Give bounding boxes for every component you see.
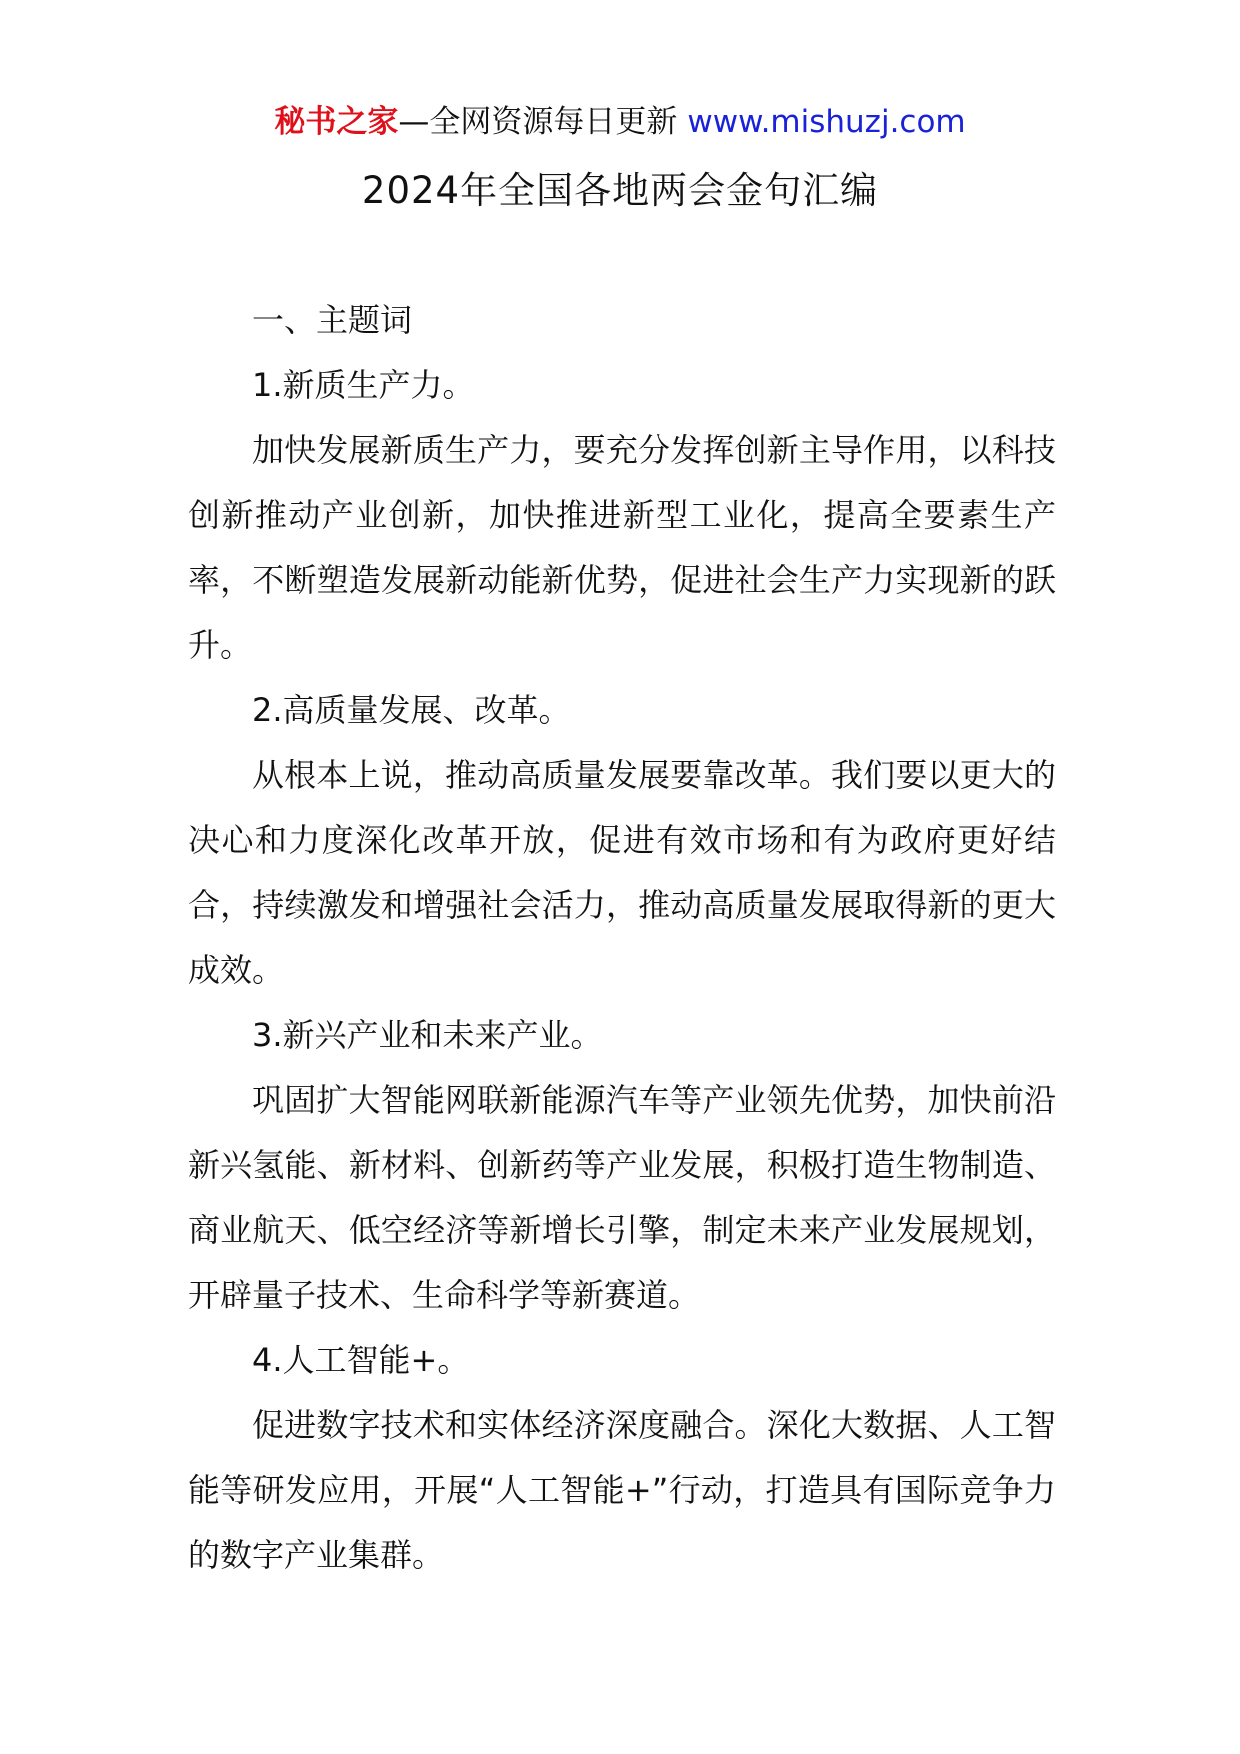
body-paragraph: 加快发展新质生产力，要充分发挥创新主导作用，以科技创新推动产业创新，加快推进新型工业化，提高全要素生产率，不断塑造发展新动能新优势，促进社会生产力实现新的跃升。: [188, 431, 1056, 664]
body-paragraph: 巩固扩大智能网联新能源汽车等产业领先优势，加快前沿新兴氢能、新材料、创新药等产业发展，积极打造生物制造、商业航天、低空经济等新增长引擎，制定未来产业发展规划，开辟量子技术、生命科学等新赛道。: [188, 1081, 1056, 1314]
site-header: [0, 100, 1240, 144]
document-title: 2024年全国各地两会金句汇编: [361, 169, 879, 212]
section-heading: 一、主题词: [252, 301, 413, 339]
topic-heading: 2.高质量发展、改革。: [252, 691, 571, 729]
body-paragraph: 从根本上说，推动高质量发展要靠改革。我们要以更大的决心和力度深化改革开放，促进有效市场和有为政府更好结合，持续激发和增强社会活力，推动高质量发展取得新的更大成效。: [188, 756, 1056, 989]
header-tagline: —全网资源每日更新: [398, 104, 678, 140]
brand-name: 秘书之家: [274, 104, 399, 140]
site-url-link[interactable]: www.mishuzj.com: [687, 104, 966, 140]
body-paragraph: 促进数字技术和实体经济深度融合。深化大数据、人工智能等研发应用，开展“人工智能+”行动，打造具有国际竞争力的数字产业集群。: [188, 1406, 1056, 1574]
topic-heading: 4.人工智能+。: [252, 1341, 470, 1379]
topic-heading: 3.新兴产业和未来产业。: [252, 1016, 603, 1054]
topic-heading: 1.新质生产力。: [252, 366, 475, 404]
document-body: [188, 288, 1056, 1588]
